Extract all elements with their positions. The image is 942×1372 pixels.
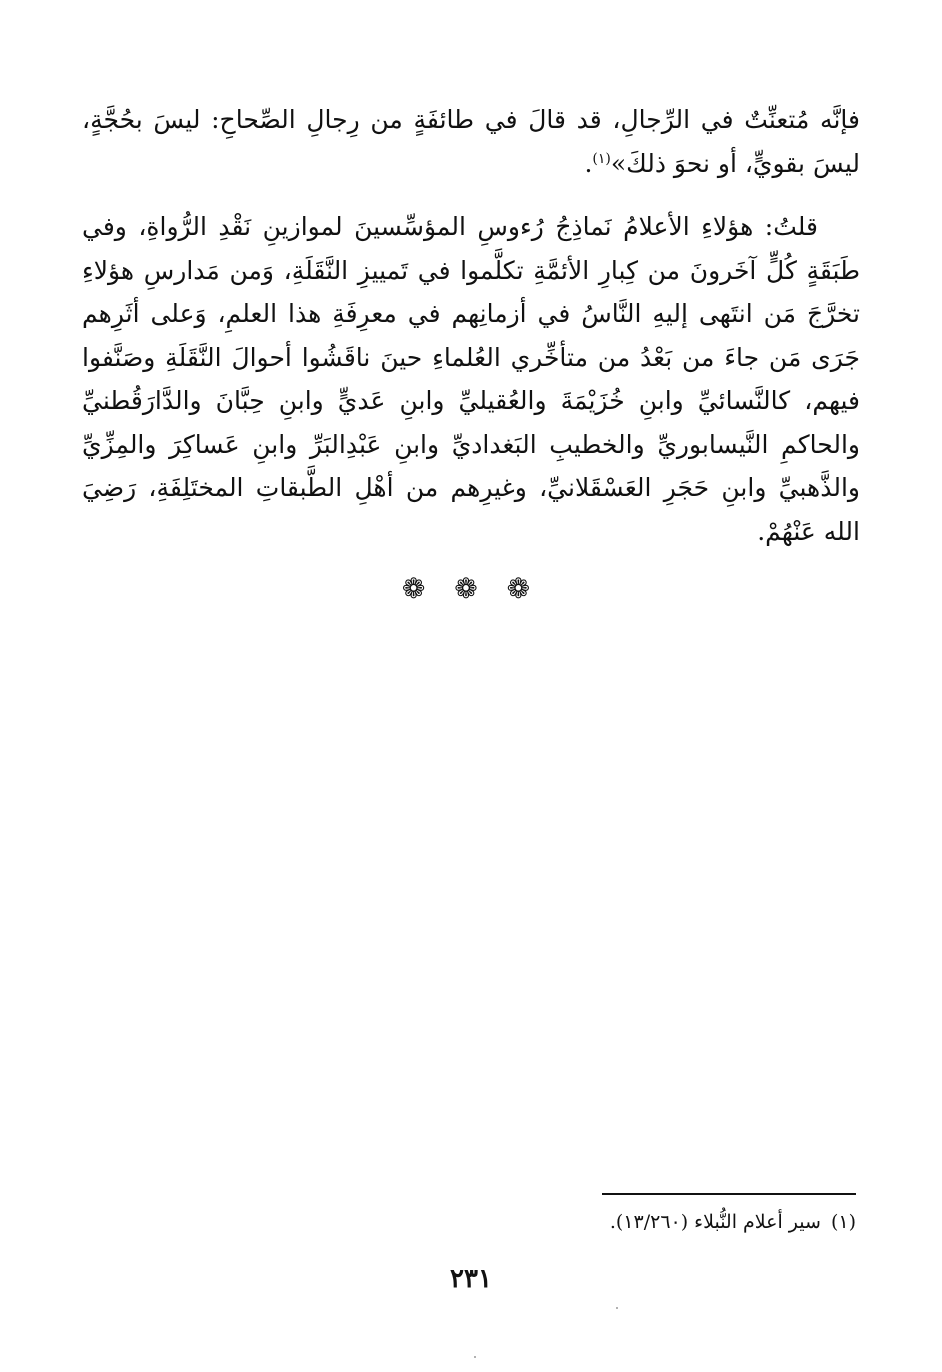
footnote-marker[interactable]: (١) — [592, 150, 611, 167]
page-number: ٢٣١ — [450, 1264, 492, 1294]
footnote — [610, 1208, 856, 1236]
main-text — [82, 98, 860, 553]
scan-speck — [474, 1356, 476, 1358]
paragraph-1-end: . — [584, 148, 593, 178]
footnote-text: سير أعلام النُّبلاء (١٣/٢٦٠). — [609, 1211, 821, 1233]
paragraph-1 — [82, 98, 860, 185]
scan-speck — [616, 1307, 618, 1309]
paragraph-2: قلتُ: هؤلاءِ الأعلامُ نَماذِجُ رُءوسِ المؤسِّسينَ لموازينِ نَقْدِ الرُّواةِ، وفي طَبَقَةٍ كُلٍّ آخَرونَ من كِبارِ الأئمَّةِ تكلَّموا في تَمييزِ النَّقَلَةِ، وَمن مَدارسِ هؤلاءِ تخرَّجَ مَن انتَهى إليهِ النَّاسُ في أزمانِهم في معرِفَةِ هذا العلمِ، وَعلى أثَرِهم جَرَى مَن جاءَ من بَعْدُ من متأخِّري العُلماءِ حينَ ناقَشُوا أحوالَ النَّقَلَةِ وصَنَّفوا فيهم، كالنَّسائيِّ وابنِ خُزَيْمَةَ والعُقيليِّ وابنِ عَديٍّ وابنِ حِبَّانَ والدَّارَقُطنيِّ والحاكمِ النَّيسابوريِّ والخطيبِ البَغداديِّ وابنِ عَبْدِالبَرِّ وابنِ عَساكِرَ والمِزِّيِّ والذَّهبيِّ وابنِ حَجَرِ العَسْقَلانيِّ، وغيرِهم من أهْلِ الطَّبقاتِ المختَلِفَةِ، رَضِيَ الله عَنْهُمْ. — [82, 212, 860, 546]
paragraph-1-text: فإنَّه مُتعنِّتٌ في الرِّجالِ، قد قالَ في طائفَةٍ من رِجالِ الصِّحاحِ: ليسَ بحُجَّةٍ، ليسَ بقويٍّ، أو نحوَ ذلكَ» — [82, 105, 860, 178]
section-separator-ornament: ❁ ❁ ❁ — [401, 572, 541, 605]
footnote-divider — [602, 1193, 856, 1195]
footnote-number: (١) — [830, 1211, 856, 1233]
